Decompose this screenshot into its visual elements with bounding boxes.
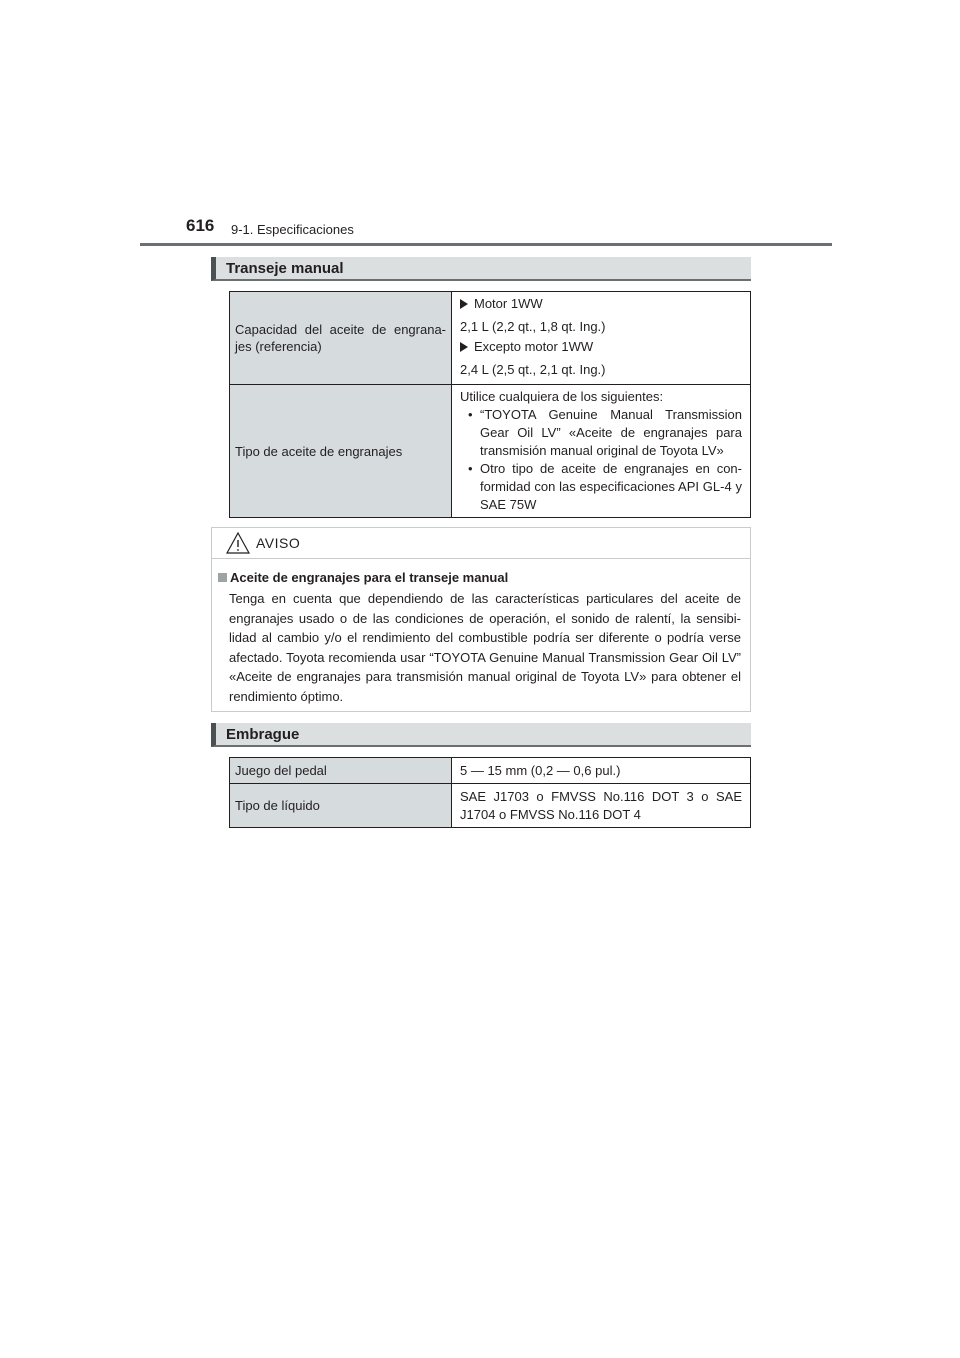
- arrow-right-icon: [460, 342, 468, 352]
- engine-variant-label: Motor 1WW: [474, 296, 543, 311]
- oil-capacity-value: [452, 292, 751, 385]
- notice-box: [211, 527, 751, 712]
- oil-type-intro: Utilice cualquiera de los siguientes:: [460, 389, 664, 404]
- fluid-type-value: SAE J1703 o FMVSS No.116 DOT 3 o SAE J1704 o FMVSS No.116 DOT 4: [452, 784, 751, 828]
- table-row: [230, 784, 751, 828]
- section-header-clutch: [211, 723, 751, 747]
- section-header-transmission: [211, 257, 751, 281]
- notice-body: Tenga en cuenta que dependiendo de las características particulares del aceite de engranajes usado o de las condiciones de operación, el sonido de ralentí, la sensibi-lidad al cambio y/o el rendimiento del combustible podría ser diferente o podría verse afectado. Toyota recomienda usar “TOYOTA Genuine Manual Transmission Gear Oil LV” «Aceite de engranajes para transmisión manual original de Toyota LV» para obtener el rendimiento óptimo.: [229, 591, 741, 704]
- table-row: [230, 385, 751, 518]
- notice-title-text: Aceite de engranajes para el transeje manual: [230, 570, 509, 585]
- table-row: [230, 758, 751, 784]
- clutch-table: [229, 757, 751, 828]
- engine-variant-label: Excepto motor 1WW: [474, 339, 594, 354]
- transmission-table: [229, 291, 751, 518]
- list-item: [460, 295, 742, 313]
- list-item: • “TOYOTA Genuine Manual Transmission Gear Oil LV” «Aceite de engranajes para transmisión manual original de Toyota LV»: [460, 406, 742, 460]
- section-title: Embrague: [226, 726, 300, 743]
- square-bullet-icon: [218, 573, 227, 582]
- warning-icon: [226, 532, 250, 554]
- capacity-value: 2,4 L (2,5 qt., 2,1 qt. Ing.): [460, 362, 606, 377]
- section-title: Transeje manual: [226, 260, 344, 277]
- oil-type-list: [460, 406, 742, 514]
- oil-type-value: [452, 385, 751, 518]
- pedal-play-value: 5 — 15 mm (0,2 — 0,6 pul.): [452, 758, 751, 784]
- list-item: • Otro tipo de aceite de engranajes en con-formidad con las especificaciones API GL-4 y SAE 75W: [460, 460, 742, 514]
- header-rule: [140, 243, 832, 246]
- pedal-play-label: Juego del pedal: [230, 758, 452, 784]
- page-number: 616: [186, 216, 215, 235]
- oil-type-label: Tipo de aceite de engranajes: [230, 385, 452, 518]
- notice-label: AVISO: [256, 535, 301, 551]
- notice-title: [218, 570, 508, 585]
- notice-header: [212, 528, 750, 559]
- list-item: [460, 338, 742, 356]
- capacity-value: 2,1 L (2,2 qt., 1,8 qt. Ing.): [460, 319, 606, 334]
- fluid-type-label: Tipo de líquido: [230, 784, 452, 828]
- table-row: [230, 292, 751, 385]
- section-label: 9-1. Especificaciones: [231, 222, 354, 237]
- oil-capacity-label: Capacidad del aceite de engrana-jes (referencia): [230, 292, 452, 385]
- arrow-right-icon: [460, 299, 468, 309]
